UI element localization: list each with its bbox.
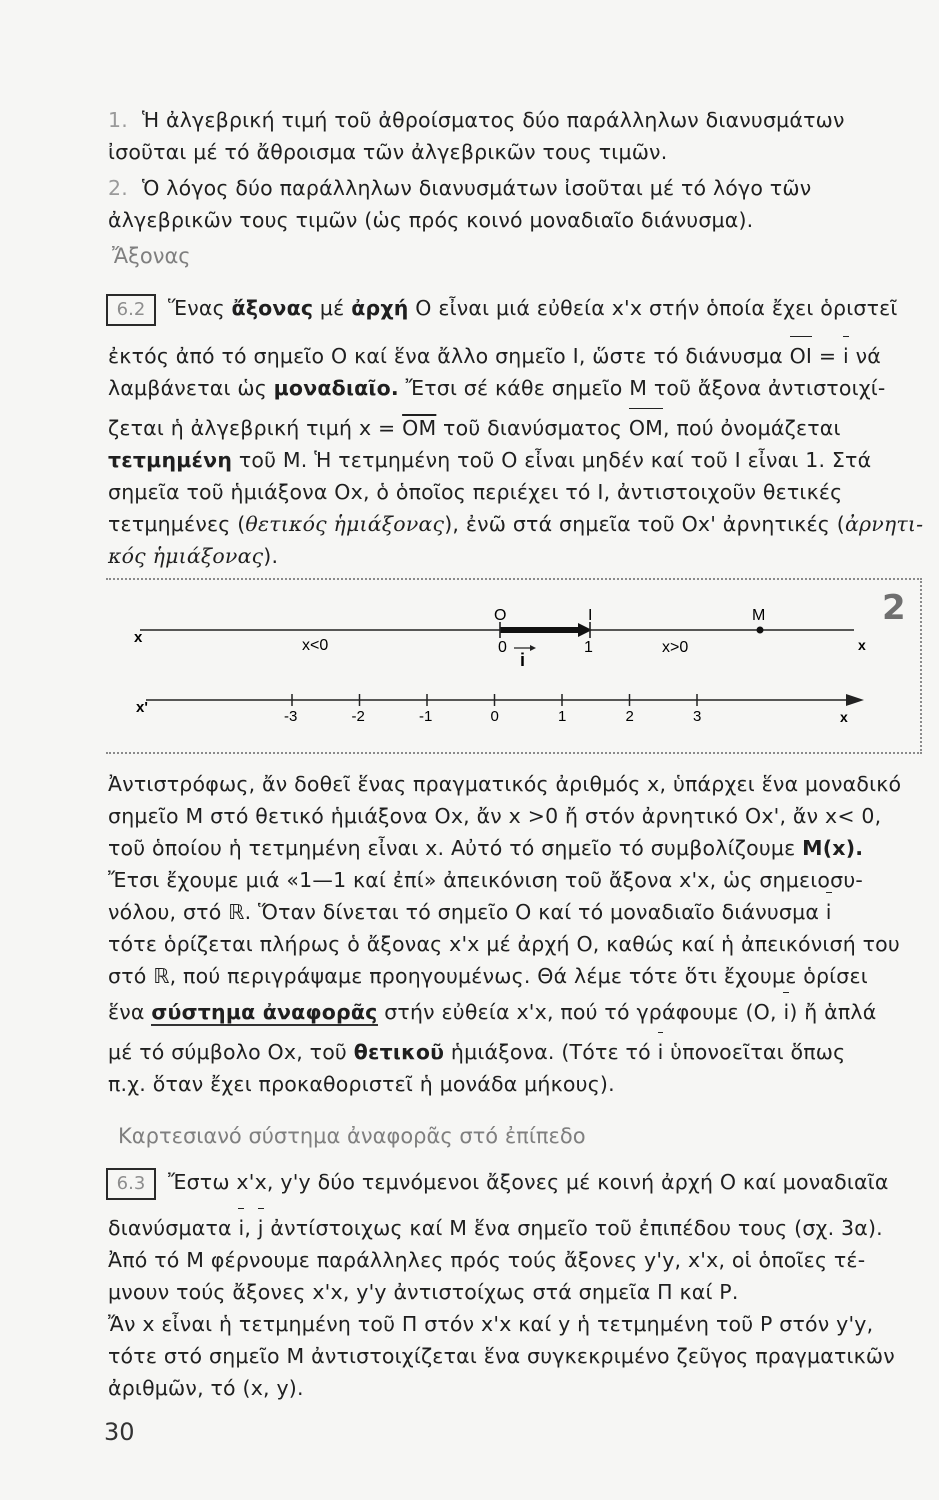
para2-line-10: π.χ. ὅταν ἔχει προκαθοριστεῖ ἡ μονάδα μήκους). bbox=[108, 1072, 615, 1096]
para2-line-1: Ἀντιστρόφως, ἄν δοθεῖ ἕνας πραγματικός ἀριθμός x, ὑπάρχει ἕνα μοναδικό bbox=[108, 772, 902, 796]
para2-line-9: μέ τό σύμβολο Οx, τοῦ θετικοῦ ἡμιάξονα. (Τότε τό i ὑπονοεῖται ὅπως bbox=[108, 1036, 845, 1068]
bottom-x-right: x bbox=[840, 709, 848, 725]
item-1-line-1 bbox=[108, 104, 845, 136]
label-I: I bbox=[588, 607, 593, 624]
item-1-text-a: Ἡ ἀλγεβρική τιμή τοῦ ἀθροίσματος δύο παράλληλων διανυσμάτων bbox=[141, 108, 845, 132]
bottom-axis-ticks bbox=[284, 694, 701, 725]
tick-label: -2 bbox=[351, 708, 365, 725]
item-2-number: 2. bbox=[108, 176, 128, 200]
top-x-left: x bbox=[134, 629, 143, 646]
para2-line-4: Ἔτσι ἔχουμε μιά «1—1 καί ἐπί» ἀπεικόνιση τοῦ ἄξονα x'x, ὡς σημειοσυ- bbox=[108, 868, 863, 892]
top-x-right: x bbox=[858, 637, 866, 653]
figure-number: 2 bbox=[882, 588, 906, 628]
section-6-2-box: 6.2 bbox=[106, 294, 156, 326]
tick-label: 2 bbox=[625, 708, 634, 725]
sec63-line-4: μνουν τούς ἄξονες x'x, y'y ἀντιστοίχως στά σημεῖα Π καί Ρ. bbox=[108, 1280, 739, 1304]
para2-line-3: τοῦ ὁποίου ἡ τετμημένη εἶναι x. Αὐτό τό σημεῖο τό συμβολίζουμε Μ(x). bbox=[108, 836, 864, 860]
para2-line-5: νόλου, στό ℝ. Ὅταν δίνεται τό σημεῖο Ο καί τό μοναδιαῖο διάνυσμα i bbox=[108, 896, 832, 928]
sec62-line-3: λαμβάνεται ὡς μοναδιαῖο. Ἔτσι σέ κάθε σημεῖο Μ τοῦ ἄξονα ἀντιστοιχί- bbox=[108, 376, 886, 400]
tick-label: 1 bbox=[558, 708, 567, 725]
label-M: M bbox=[752, 607, 766, 624]
label-x-pos: x>0 bbox=[662, 639, 689, 656]
para2-line-8: ἕνα σύστημα ἀναφορᾶς στήν εὐθεία x'x, πού τό γράφουμε (Ο, i) ἤ ἁπλά bbox=[108, 996, 876, 1028]
label-one: 1 bbox=[584, 639, 593, 656]
item-2-text-a: Ὁ λόγος δύο παράλληλων διανυσμάτων ἰσοῦται μέ τό λόγο τῶν bbox=[141, 176, 812, 200]
tick-label: 0 bbox=[490, 708, 499, 725]
sec62-line-6: σημεῖα τοῦ ἡμιάξονα Οx, ὁ ὁποῖος περιέχει τό Ι, ἀντιστοιχοῦν θετικές bbox=[108, 480, 843, 504]
sec63-line-5: Ἄν x εἶναι ἡ τετμημένη τοῦ Π στόν x'x καί y ἡ τετμημένη τοῦ Ρ στόν y'y, bbox=[108, 1312, 874, 1336]
sec63-line-6: τότε στό σημεῖο Μ ἀντιστοιχίζεται ἕνα συγκεκριμένο ζεῦγος πραγματικῶν bbox=[108, 1344, 895, 1368]
item-1-line-2: ἰσοῦται μέ τό ἄθροισμα τῶν ἀλγεβρικῶν τους τιμῶν. bbox=[108, 140, 668, 164]
sec62-line-8: κός ἡμιάξονας). bbox=[108, 544, 279, 568]
tick-label: -1 bbox=[419, 708, 433, 725]
vector-OM: ΟΜ bbox=[629, 412, 663, 444]
bottom-axis-arrowhead bbox=[846, 694, 864, 706]
sec63-line-7: ἀριθμῶν, τό (x, y). bbox=[108, 1376, 304, 1400]
label-vector-i: i bbox=[520, 650, 526, 670]
sec62-line-5: τετμημένη τοῦ Μ. Ἡ τετμημένη τοῦ Ο εἶναι μηδέν καί τοῦ Ι εἶναι 1. Στά bbox=[108, 448, 872, 472]
algebraic-OM: $\overline{OM}$ bbox=[402, 416, 437, 440]
label-zero: 0 bbox=[498, 639, 507, 656]
page-number: 30 bbox=[104, 1418, 135, 1446]
sec62-line-2: ἐκτός ἀπό τό σημεῖο Ο καί ἕνα ἄλλο σημεῖο Ι, ὥστε τό διάνυσμα ΟΙ = i νά bbox=[108, 340, 881, 372]
tick-label: 3 bbox=[693, 708, 702, 725]
para2-line-2: σημεῖο Μ στό θετικό ἡμιάξονα Οx, ἄν x >0 ἤ στόν ἀρνητικό Οx', ἄν x< 0, bbox=[108, 804, 882, 828]
point-M bbox=[757, 627, 764, 634]
item-1-number: 1. bbox=[108, 108, 128, 132]
sec62-line-4: ζεται ἡ ἀλγεβρική τιμή $x = \overline{OM}$ τοῦ διανύσματος ΟΜ, πού ὀνομάζεται bbox=[108, 412, 841, 444]
sec63-line-1: Ἔστω x'x, y'y δύο τεμνόμενοι ἄξονες μέ κοινή ἀρχή Ο καί μοναδιαῖα bbox=[168, 1170, 889, 1194]
tick-label: -3 bbox=[284, 708, 298, 725]
term-reference-system: σύστημα ἀναφορᾶς bbox=[151, 1000, 378, 1024]
vector-i-2: i bbox=[826, 896, 832, 928]
axis-diagram-svg bbox=[106, 578, 886, 750]
heading-axis: Ἄξονας bbox=[112, 244, 191, 268]
sec62-line-7: τετμημένες (θετικός ἡμιάξονας), ἐνῶ στά σημεῖα τοῦ Οx' ἀρνητικές (ἀρνητι- bbox=[108, 512, 924, 536]
vector-i: i bbox=[843, 340, 849, 372]
label-O: O bbox=[494, 607, 507, 624]
bottom-x-left: x' bbox=[136, 699, 148, 716]
sec62-line-1: Ἕνας ἄξονας μέ ἀρχή Ο εἶναι μιά εὐθεία x'x στήν ὁποία ἔχει ὁριστεῖ bbox=[168, 296, 898, 320]
sec63-line-2: διανύσματα i, j ἀντίστοιχως καί Μ ἕνα σημεῖο τοῦ ἐπιπέδου τους (σχ. 3α). bbox=[108, 1212, 883, 1244]
section-6-3-box: 6.3 bbox=[106, 1168, 156, 1200]
para2-line-7: στό ℝ, πού περιγράψαμε προηγουμένως. Θά λέμε τότε ὅτι ἔχουμε ὁρίσει bbox=[108, 964, 868, 988]
item-2-line-1 bbox=[108, 172, 811, 204]
label-x-neg: x<0 bbox=[302, 637, 329, 654]
sec63-line-3: Ἀπό τό Μ φέρνουμε παράλληλες πρός τούς ἄξονες y'y, x'x, οἱ ὁποῖες τέ- bbox=[108, 1248, 866, 1272]
para2-line-6: τότε ὁρίζεται πλήρως ὁ ἄξονας x'x μέ ἀρχή Ο, καθώς καί ἡ ἀπεικόνισή του bbox=[108, 932, 900, 956]
item-2-line-2: ἀλγεβρικῶν τους τιμῶν (ὡς πρός κοινό μοναδιαῖο διάνυσμα). bbox=[108, 208, 754, 232]
heading-cartesian: Καρτεσιανό σύστημα ἀναφορᾶς στό ἐπίπεδο bbox=[118, 1124, 586, 1148]
vector-OI: ΟΙ bbox=[790, 340, 813, 372]
